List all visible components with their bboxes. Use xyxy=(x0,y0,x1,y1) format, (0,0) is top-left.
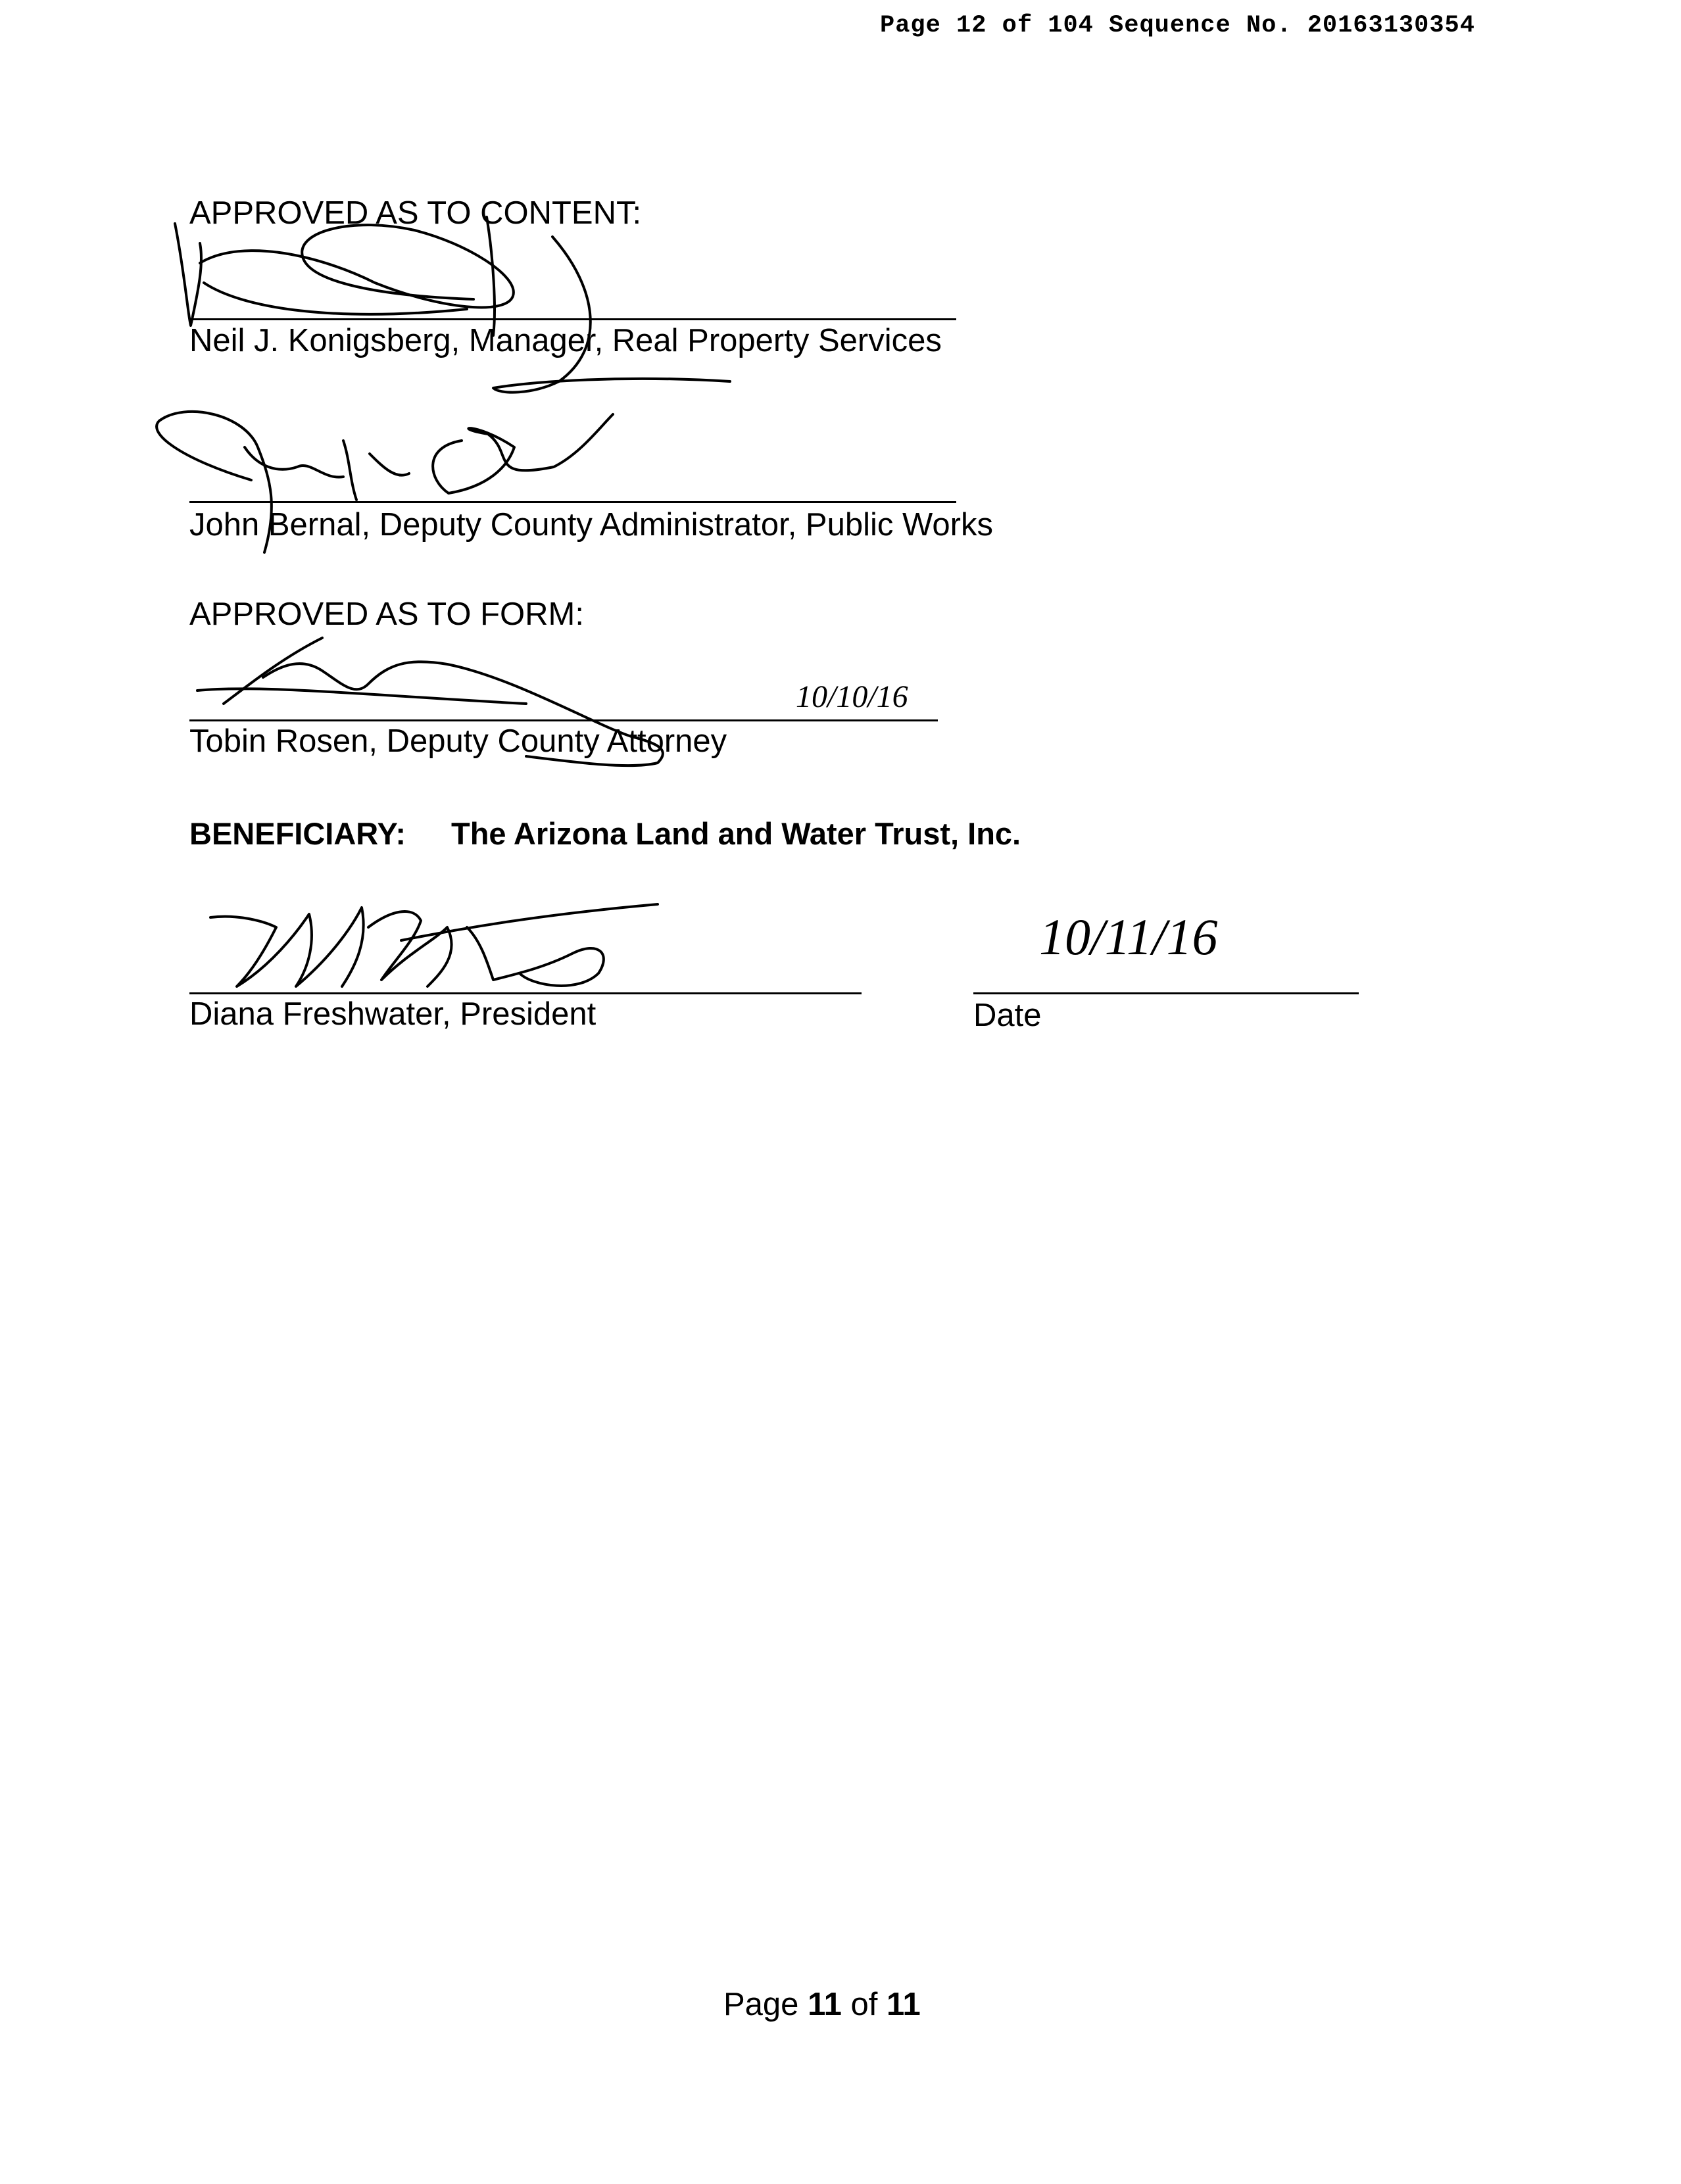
content-approval-heading: APPROVED AS TO CONTENT: xyxy=(189,195,642,231)
beneficiary-label: BENEFICIARY: xyxy=(189,816,406,851)
signature-line-freshwater xyxy=(189,992,862,994)
signature-line-konigsberg xyxy=(189,318,956,320)
page-footer xyxy=(723,1986,921,2023)
freshwater-signature xyxy=(204,901,664,1000)
footer-current-page: 11 xyxy=(808,1987,842,2022)
rosen-caption: Tobin Rosen, Deputy County Attorney xyxy=(189,723,727,759)
footer-prefix: Page xyxy=(723,1987,808,2022)
beneficiary-name: The Arizona Land and Water Trust, Inc. xyxy=(451,816,1021,851)
beneficiary-handwritten-date: 10/11/16 xyxy=(1039,908,1218,965)
konigsberg-caption: Neil J. Konigsberg, Manager, Real Property Services xyxy=(189,323,942,358)
footer-total-pages: 11 xyxy=(886,1987,921,2022)
freshwater-caption: Diana Freshwater, President xyxy=(189,996,597,1032)
date-line xyxy=(973,992,1359,994)
form-approval-heading: APPROVED AS TO FORM: xyxy=(189,596,584,632)
page-sequence-header: Page 12 of 104 Sequence No. 20163130354 xyxy=(880,12,1475,39)
footer-middle: of xyxy=(841,1987,887,2022)
signature-line-rosen xyxy=(189,719,938,721)
bernal-caption: John Bernal, Deputy County Administrator, Public Works xyxy=(189,507,993,543)
date-label: Date xyxy=(973,998,1042,1033)
konigsberg-signature xyxy=(164,217,743,408)
signature-line-bernal xyxy=(189,501,956,503)
rosen-handwritten-date: 10/10/16 xyxy=(796,679,908,714)
